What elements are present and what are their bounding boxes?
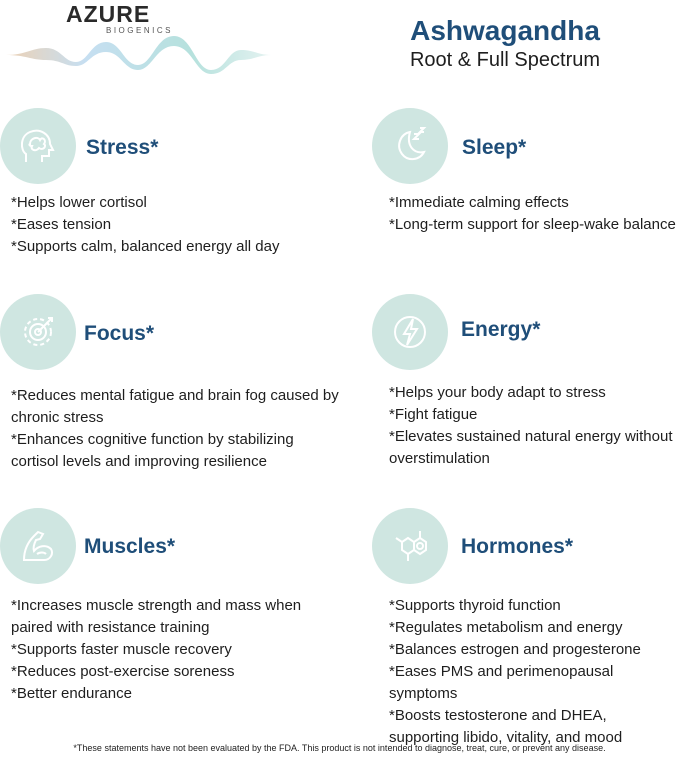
list-item: *Reduces post-exercise soreness xyxy=(11,663,235,680)
list-item: *Supports faster muscle recovery xyxy=(11,641,232,658)
benefit-card-focus xyxy=(0,294,345,484)
card-title: Energy* xyxy=(461,318,541,341)
brain-head-icon xyxy=(0,108,76,184)
list-item: *Fight fatigue xyxy=(389,406,478,423)
card-title: Focus* xyxy=(84,322,155,345)
list-item: *Supports calm, balanced energy all day xyxy=(11,238,280,255)
list-item: *Increases muscle strength and mass when paired with resistance training xyxy=(11,597,302,636)
list-item: *Helps lower cortisol xyxy=(11,194,147,211)
bullet-list xyxy=(389,382,679,470)
bullet-list xyxy=(11,192,326,258)
target-gear-icon xyxy=(0,294,76,370)
list-item: *Supports thyroid function xyxy=(389,597,561,614)
product-heading xyxy=(360,14,650,72)
product-title: Ashwagandha xyxy=(410,15,600,46)
lightning-bolt-icon xyxy=(372,294,448,370)
moon-zzz-icon xyxy=(372,108,448,184)
list-item: *Elevates sustained natural energy without overstimulation xyxy=(389,428,673,467)
list-item: *Helps your body adapt to stress xyxy=(389,384,606,401)
card-title: Stress* xyxy=(86,136,159,159)
brand-logo xyxy=(6,0,276,80)
card-title: Hormones* xyxy=(461,535,574,558)
benefit-card-energy xyxy=(372,294,679,484)
list-item: *Enhances cognitive function by stabilizing cortisol levels and improving resilience xyxy=(11,431,294,470)
bullet-list xyxy=(11,385,345,473)
list-item: *Eases tension xyxy=(11,216,112,233)
list-item: *Boosts testosterone and DHEA, supporting libido, vitality, and mood xyxy=(389,707,623,746)
list-item: *Balances estrogen and progesterone xyxy=(389,641,641,658)
list-item: *Regulates metabolism and energy xyxy=(389,619,623,636)
benefit-card-muscles xyxy=(0,508,345,728)
brand-subtitle: BIOGENICS xyxy=(106,26,173,35)
benefit-card-hormones xyxy=(372,508,679,746)
fda-disclaimer: *These statements have not been evaluated by the FDA. This product is not intended to diagnose, treat, cure, or prevent any disease. xyxy=(73,743,606,753)
bullet-list xyxy=(11,595,345,705)
list-item: *Reduces mental fatigue and brain fog caused by chronic stress xyxy=(11,387,339,426)
list-item: *Long-term support for sleep-wake balance xyxy=(389,216,676,233)
product-subtitle: Root & Full Spectrum xyxy=(409,49,601,71)
flexed-arm-icon xyxy=(0,508,76,584)
card-title: Sleep* xyxy=(462,136,527,159)
wave-logo-icon xyxy=(6,30,271,80)
list-item: *Eases PMS and perimenopausal symptoms xyxy=(389,663,614,702)
benefit-card-stress xyxy=(0,108,330,278)
bullet-list xyxy=(389,595,679,749)
brand-name: AZURE xyxy=(66,1,151,27)
molecule-icon xyxy=(372,508,448,584)
benefit-card-sleep xyxy=(372,108,679,278)
bullet-list xyxy=(389,192,679,236)
card-title: Muscles* xyxy=(84,535,176,558)
list-item: *Immediate calming effects xyxy=(389,194,569,211)
list-item: *Better endurance xyxy=(11,685,132,702)
